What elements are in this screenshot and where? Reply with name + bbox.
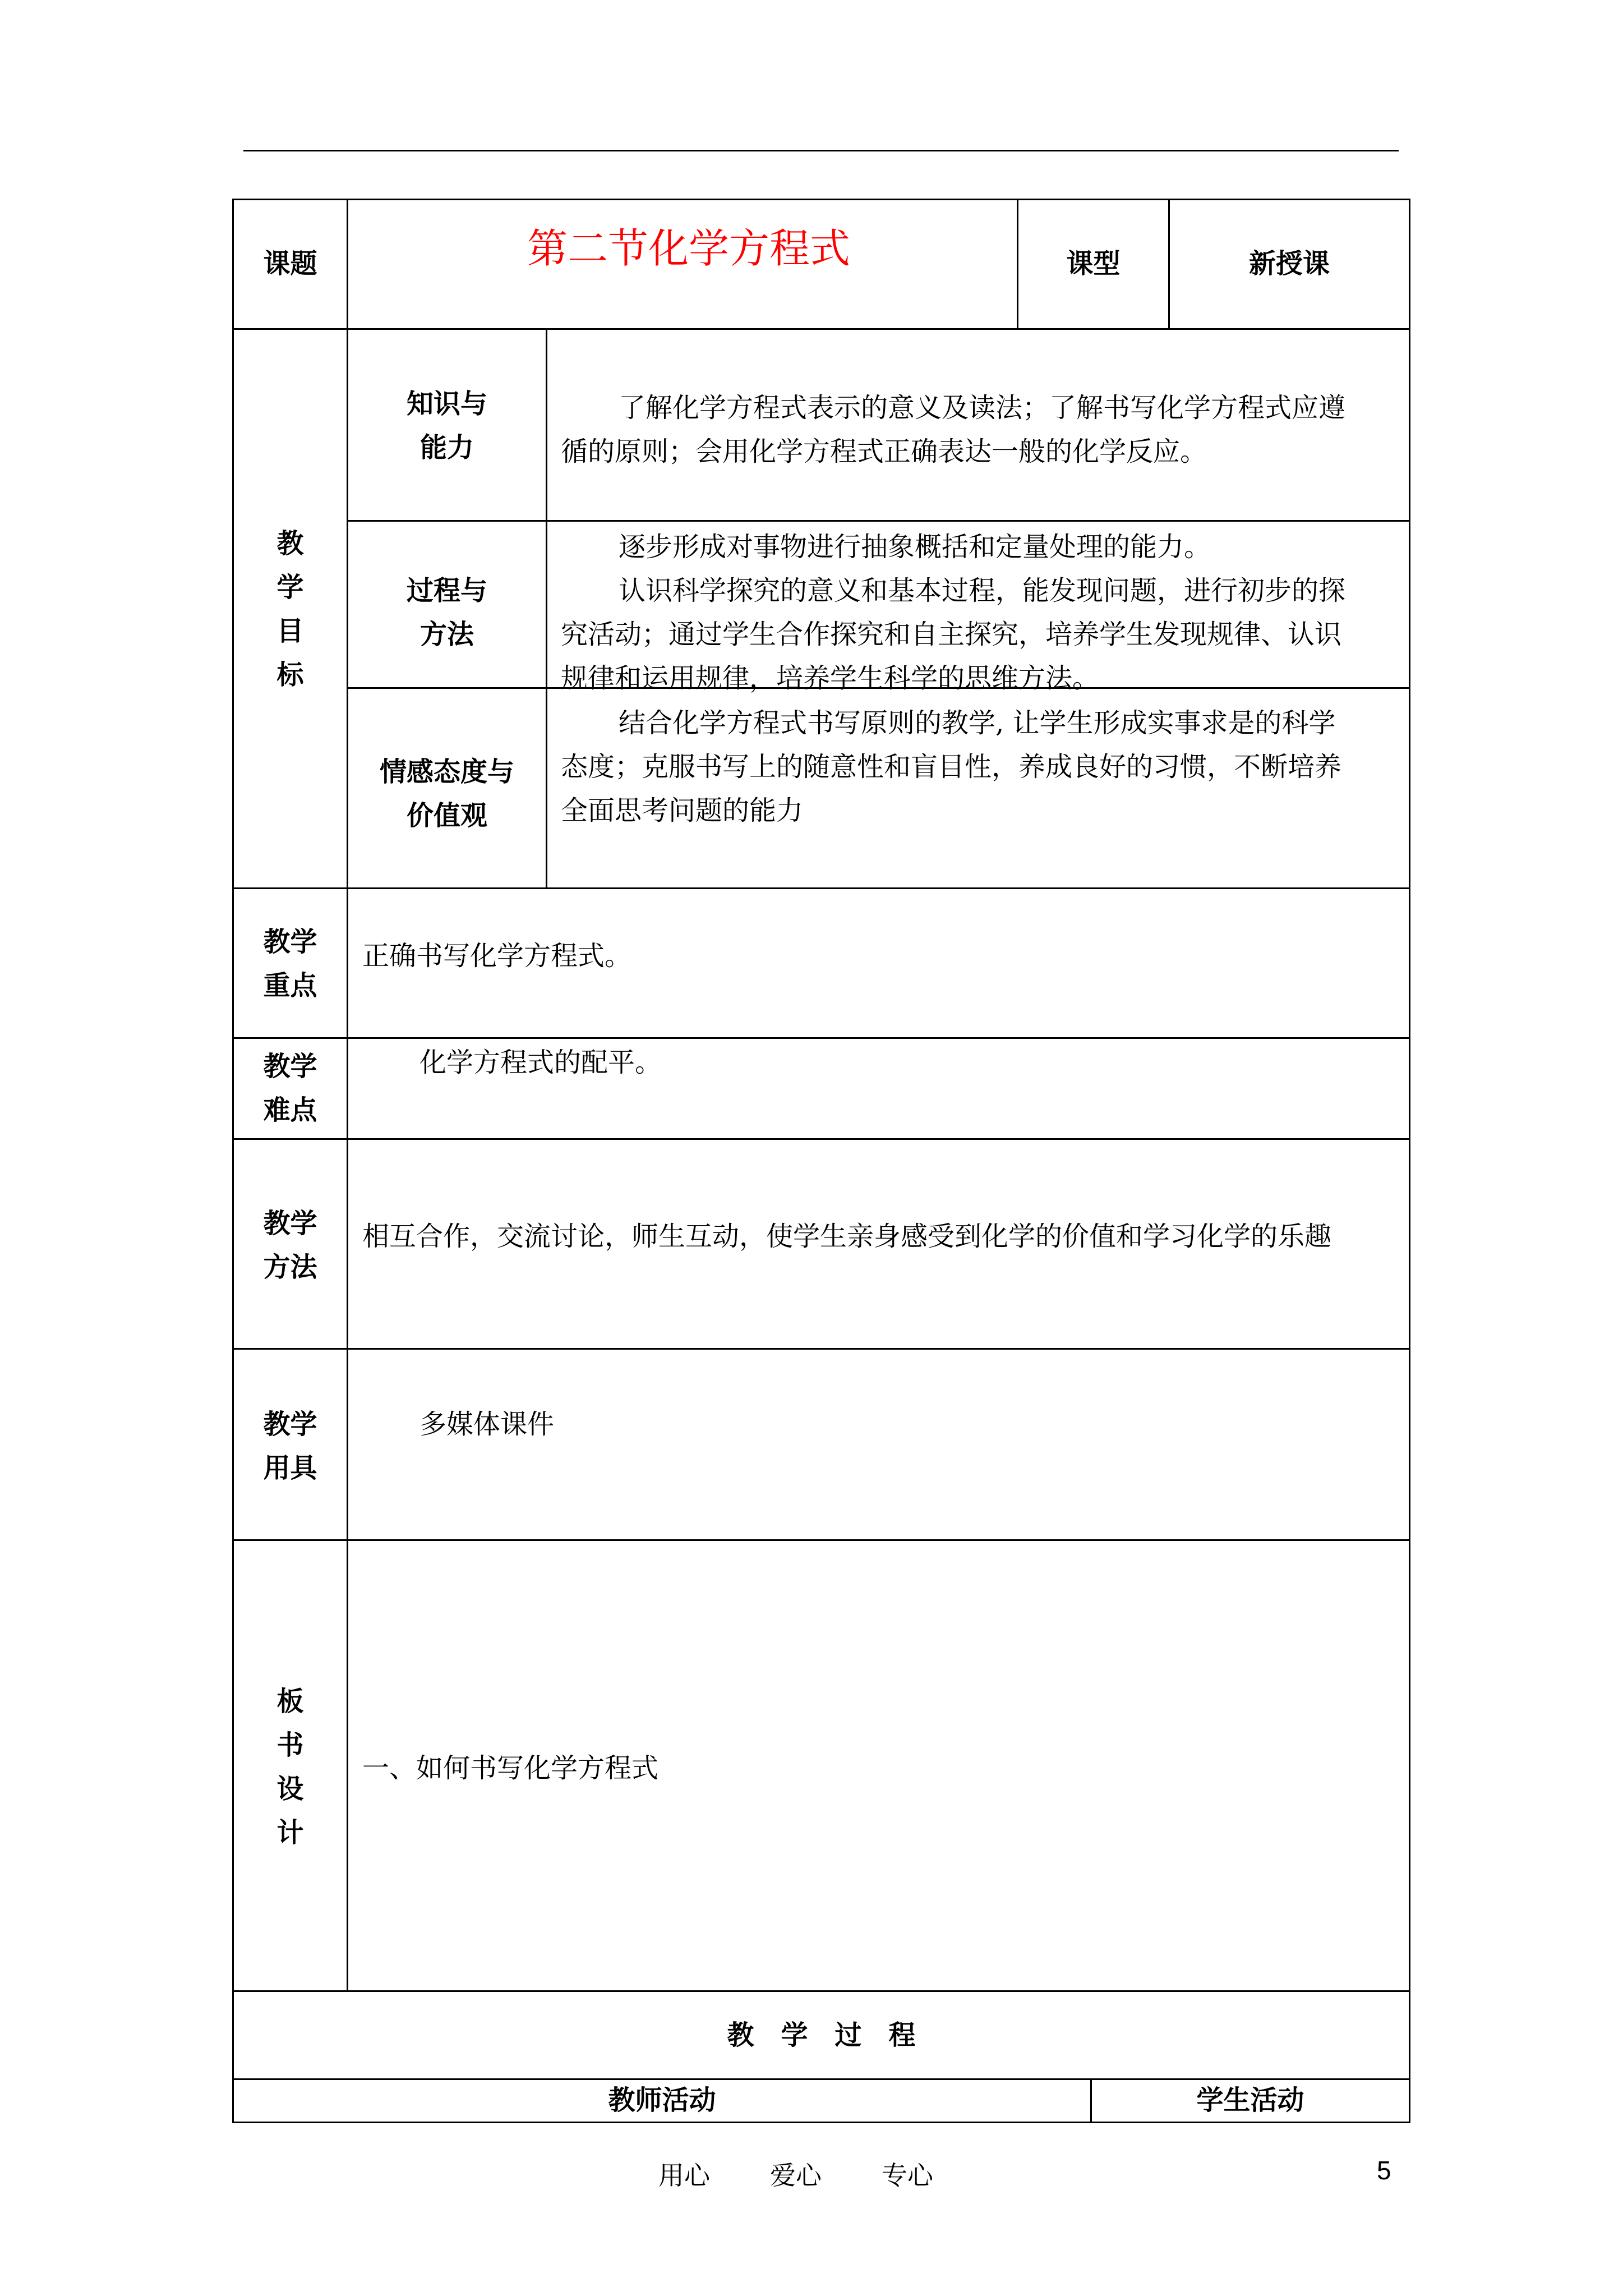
method-label: 教学 方法 [263,1208,317,1283]
board-design-text: 一、如何书写化学方程式 [362,1752,659,1784]
lesson-type-value: 新授课 [1248,248,1330,279]
attitude-label: 情感态度与 价值观 [379,756,514,831]
table-border [232,1348,1410,1350]
process-method-text: 逐步形成对事物进行抽象概括和定量处理的能力。 认识科学探究的意义和基本过程，能发现问题，进行初步的探 究活动；通过学生合作探究和自主探究，培养学生发现规律、认识 规律和运用规律，培养学生科学的思维方法。 [561,531,1346,694]
key-point-text: 正确书写化学方程式。 [362,940,632,972]
footer-motto-1: 用心 [658,2160,710,2191]
table-border [232,199,1410,200]
teaching-process-heading: 教 学 过 程 [727,2019,916,2051]
key-point-label: 教学 重点 [263,926,317,1001]
knowledge-text: 了解化学方程式表示的意义及读法；了解书写化学方程式应遵 循的原则；会用化学方程式正确表达一般的化学反应。 [561,392,1346,467]
difficulty-text: 化学方程式的配平。 [419,1047,662,1078]
table-border [347,520,1410,522]
table-border [232,328,1410,330]
board-design-label: 板 书 设 计 [276,1686,304,1848]
objectives-label: 教 学 目 标 [276,528,304,691]
student-activity-heading: 学生活动 [1196,2085,1304,2116]
footer-motto-2: 爱心 [770,2160,822,2191]
page-title: 第二节化学方程式 [527,225,851,272]
table-border [232,1990,1410,1992]
tools-text: 多媒体课件 [419,1409,555,1440]
page-number: 5 [1377,2156,1391,2185]
method-text: 相互合作，交流讨论，师生互动，使学生亲身感受到化学的价值和学习化学的乐趣 [362,1221,1332,1252]
table-border [232,1539,1410,1541]
lesson-type-label: 课型 [1066,248,1121,279]
teacher-activity-heading: 教师活动 [608,2085,716,2116]
topic-label: 课题 [263,248,317,279]
table-border [232,1037,1410,1039]
process-method-label: 过程与 方法 [406,575,487,650]
header-rule [243,150,1399,151]
footer-motto-3: 专心 [882,2160,933,2191]
tools-label: 教学 用具 [263,1409,317,1484]
difficulty-label: 教学 难点 [263,1051,317,1126]
attitude-text: 结合化学方程式书写原则的教学, 让学生形成实事求是的科学 态度；克服书写上的随意性和盲目性，养成良好的习惯，不断培养 全面思考问题的能力 [561,707,1342,826]
table-border [232,887,1410,889]
knowledge-label: 知识与 能力 [406,388,487,463]
table-border [232,1138,1410,1140]
table-border [546,328,547,889]
table-border [1409,199,1410,2123]
